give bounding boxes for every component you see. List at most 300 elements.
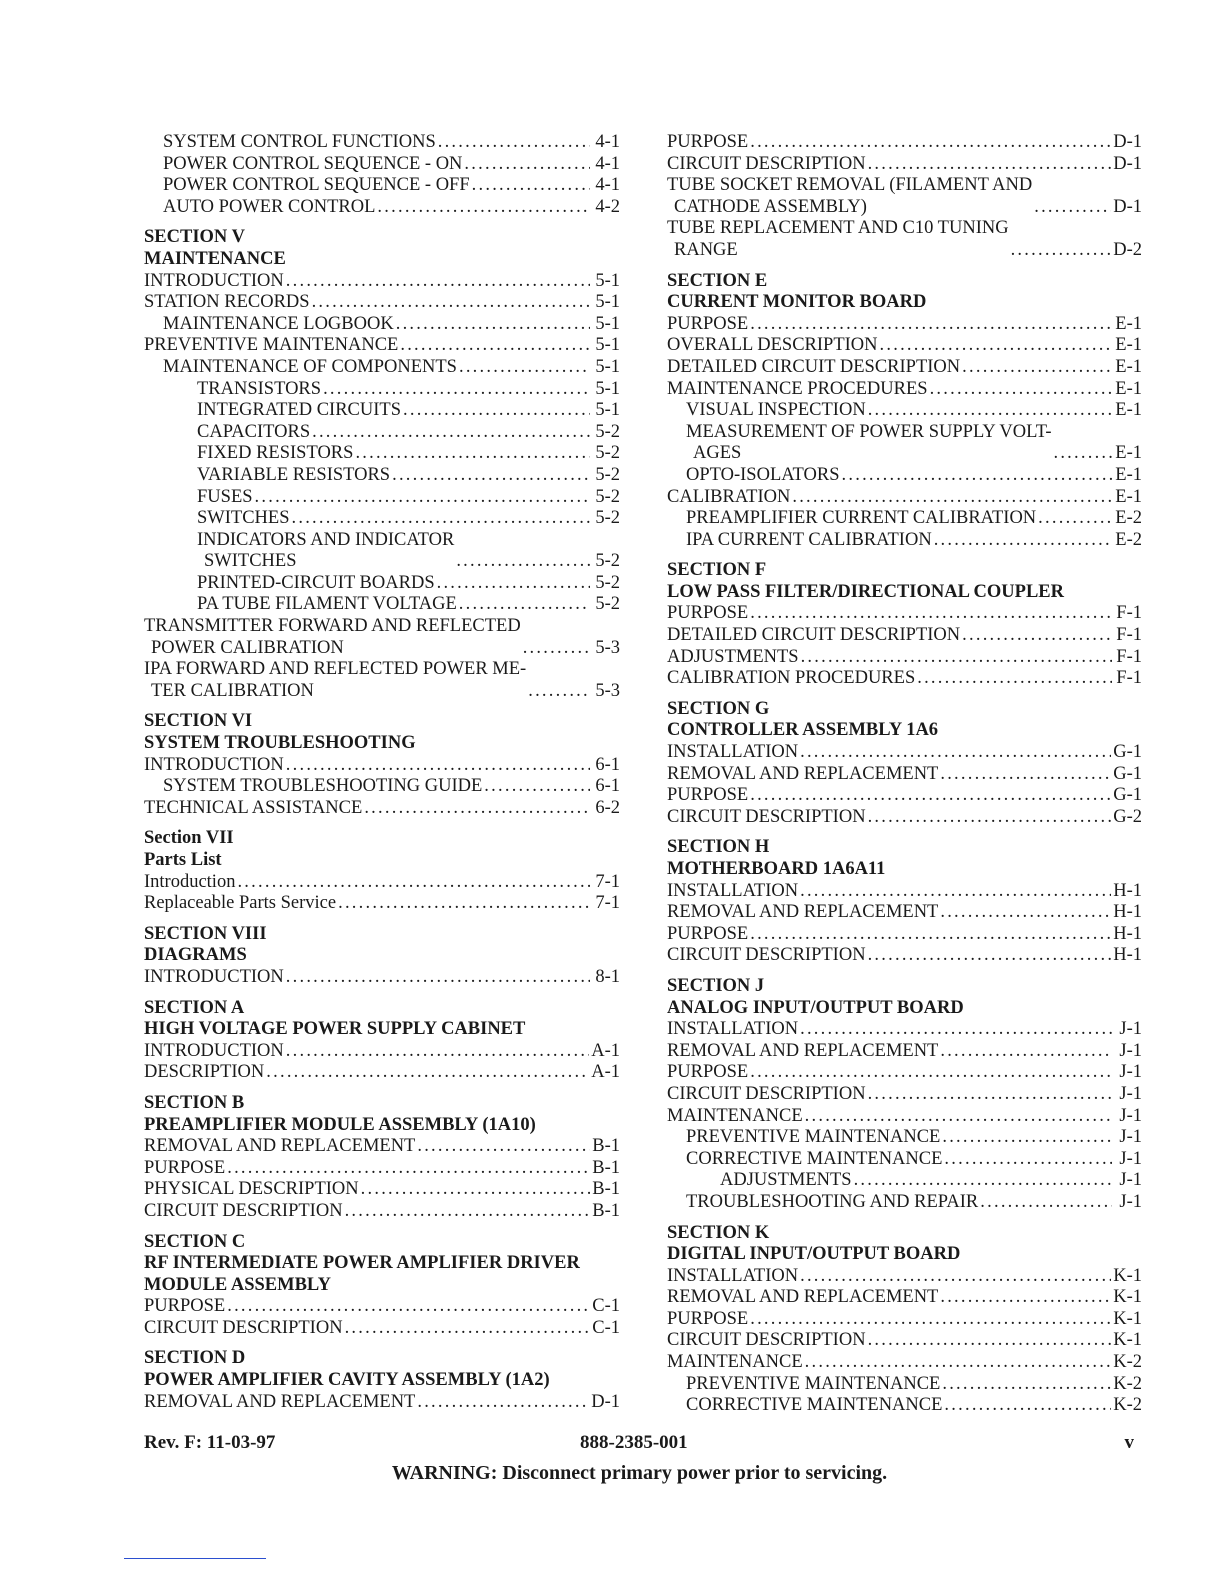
entry-title-line: CIRCUIT DESCRIPTION	[667, 153, 866, 174]
entry-page-number: J-1	[1119, 1170, 1142, 1191]
entry-page-number: K-2	[1113, 1395, 1142, 1416]
entry-page-number: J-1	[1119, 1083, 1142, 1104]
toc-section	[667, 699, 1142, 829]
dot-leader	[312, 292, 590, 314]
dot-leader	[750, 1062, 1112, 1084]
section-title: RF INTERMEDIATE POWER AMPLIFIER DRIVER	[144, 1253, 580, 1274]
entry-title	[163, 314, 394, 336]
toc-entry[interactable]	[144, 1296, 620, 1318]
entry-title-line: REMOVAL AND REPLACEMENT	[667, 763, 939, 784]
dot-leader	[750, 314, 1112, 336]
entry-title-line: CORRECTIVE MAINTENANCE	[686, 1148, 943, 1169]
entry-title-line: MAINTENANCE OF COMPONENTS	[163, 356, 457, 377]
entry-page-number: 5-2	[595, 443, 620, 464]
toc-entry[interactable]	[144, 271, 620, 293]
toc-entry[interactable]	[144, 594, 620, 616]
entry-title	[144, 1296, 225, 1318]
entry-title-line: PREVENTIVE MAINTENANCE	[686, 1373, 941, 1394]
dot-leader	[364, 798, 590, 820]
toc-section	[144, 132, 620, 218]
dot-leader	[940, 1041, 1112, 1063]
entry-title	[667, 902, 938, 924]
toc-entry[interactable]	[144, 872, 620, 894]
dot-leader	[472, 175, 590, 197]
entry-page-number: E-2	[1115, 529, 1142, 550]
toc-entry[interactable]	[144, 487, 620, 509]
entry-title-line: INDICATORS AND INDICATOR	[197, 529, 455, 550]
toc-entry[interactable]	[667, 379, 1142, 401]
toc-entry[interactable]	[667, 764, 1142, 786]
entry-title	[686, 1127, 940, 1149]
entry-title-line: MAINTENANCE	[667, 1105, 803, 1126]
entry-title-line: PURPOSE	[667, 785, 749, 806]
entry-title	[163, 776, 482, 798]
entry-title-line: PURPOSE	[667, 603, 749, 624]
toc-section	[667, 560, 1142, 690]
entry-page-number: 5-1	[595, 400, 620, 421]
toc-section	[144, 711, 620, 819]
entry-title	[667, 1062, 748, 1084]
entry-title-line: STATION RECORDS	[144, 292, 310, 313]
section-number: SECTION V	[144, 227, 245, 248]
entry-title-line: PURPOSE	[667, 1062, 749, 1083]
dot-leader	[338, 893, 590, 915]
toc-entry[interactable]	[667, 1041, 1142, 1063]
dot-leader	[528, 681, 590, 703]
entry-page-number: E-2	[1115, 508, 1142, 529]
dot-leader	[944, 1395, 1111, 1417]
toc-entry[interactable]	[144, 1158, 620, 1180]
toc-entry[interactable]	[144, 1318, 620, 1340]
entry-title-line: PURPOSE	[667, 132, 749, 152]
toc-entry[interactable]	[667, 1149, 1142, 1171]
toc-entry[interactable]	[144, 508, 620, 530]
entry-title	[667, 1309, 748, 1331]
entry-title	[667, 1266, 798, 1288]
entry-page-number: E-1	[1115, 486, 1142, 507]
toc-entry[interactable]	[144, 314, 620, 336]
dot-leader	[396, 314, 590, 336]
toc-entry[interactable]	[667, 1330, 1142, 1352]
entry-title-line: SYSTEM TROUBLESHOOTING GUIDE	[163, 776, 483, 797]
entry-title-line: INTRODUCTION	[144, 1040, 284, 1061]
toc-entry[interactable]	[144, 893, 620, 915]
section-title: ANALOG INPUT/OUTPUT BOARD	[667, 997, 964, 1018]
entry-page-number: B-1	[592, 1200, 620, 1221]
entry-title	[144, 335, 398, 357]
entry-page-number: 5-1	[595, 313, 620, 334]
entry-page-number: 5-1	[595, 378, 620, 399]
entry-page-number: 5-2	[595, 464, 620, 485]
dot-leader	[286, 271, 590, 293]
entry-title-line: INSTALLATION	[667, 1019, 799, 1040]
entry-title	[144, 1318, 343, 1340]
entry-page-number: J-1	[1119, 1105, 1142, 1126]
entry-title-line: TUBE REPLACEMENT AND C10 TUNING	[667, 218, 1009, 239]
toc-entry[interactable]	[144, 175, 620, 197]
entry-title	[667, 1106, 803, 1128]
entry-title	[667, 154, 866, 176]
toc-entry[interactable]	[667, 945, 1142, 967]
toc-entry[interactable]	[667, 1106, 1142, 1128]
toc-entry[interactable]	[144, 1136, 620, 1158]
entry-title-line: OVERALL DESCRIPTION	[667, 335, 878, 356]
entry-title	[686, 1374, 940, 1396]
entry-title	[163, 357, 457, 379]
dot-leader	[286, 967, 590, 989]
dot-leader	[312, 422, 590, 444]
dot-leader	[750, 924, 1111, 946]
toc-entry[interactable]	[144, 154, 620, 176]
toc-entry[interactable]	[667, 1192, 1142, 1214]
toc-entry[interactable]	[144, 1179, 620, 1201]
toc-entry[interactable]	[144, 465, 620, 487]
section-title: DIGITAL INPUT/OUTPUT BOARD	[667, 1244, 961, 1265]
toc-entry[interactable]	[667, 154, 1142, 176]
entry-page-number: E-1	[1115, 313, 1142, 334]
entry-page-number: 5-1	[595, 270, 620, 291]
toc-entry[interactable]	[144, 132, 620, 154]
dot-leader	[345, 1201, 590, 1223]
entry-page-number: C-1	[592, 1317, 620, 1338]
dot-leader	[962, 357, 1112, 379]
toc-entry[interactable]	[144, 659, 620, 702]
dot-leader	[942, 1374, 1111, 1396]
dot-leader	[323, 379, 590, 401]
dot-leader	[962, 625, 1112, 647]
entry-title	[667, 1084, 866, 1106]
toc-entry[interactable]	[144, 422, 620, 444]
dot-leader	[417, 1392, 589, 1414]
toc-section	[667, 132, 1142, 262]
dot-leader	[266, 1062, 589, 1084]
dot-leader	[456, 551, 590, 573]
entry-page-number: 6-1	[595, 776, 620, 797]
dot-leader	[1038, 508, 1112, 530]
toc-entry[interactable]	[667, 785, 1142, 807]
entry-title-line: PURPOSE	[144, 1296, 226, 1317]
toc-entry[interactable]	[144, 1392, 620, 1414]
entry-title-line: PREVENTIVE MAINTENANCE	[686, 1127, 941, 1148]
entry-title-line: Introduction	[144, 871, 236, 892]
dot-leader	[800, 1266, 1111, 1288]
toc-entry[interactable]	[667, 132, 1142, 154]
entry-page-number: D-1	[1113, 153, 1142, 174]
entry-title-line: FUSES	[197, 486, 253, 507]
toc-entry[interactable]	[144, 1041, 620, 1063]
toc-entry[interactable]	[667, 1374, 1142, 1396]
dot-leader	[842, 465, 1112, 487]
entry-title-line: ADJUSTMENTS	[667, 646, 799, 667]
section-title: HIGH VOLTAGE POWER SUPPLY CABINET	[144, 1019, 526, 1040]
section-number: SECTION D	[144, 1348, 246, 1369]
entry-title-continuation: CATHODE ASSEMBLY)	[674, 196, 867, 217]
entry-title	[667, 1352, 803, 1374]
entry-title	[667, 807, 866, 829]
entry-page-number: 5-2	[595, 508, 620, 529]
toc-entry[interactable]	[667, 175, 1142, 218]
dot-leader	[917, 668, 1112, 690]
toc-entry[interactable]	[144, 400, 620, 422]
toc-entry[interactable]	[144, 755, 620, 777]
entry-title-line: TUBE SOCKET REMOVAL (FILAMENT AND	[667, 175, 1033, 196]
dot-leader	[942, 1127, 1112, 1149]
entry-title	[163, 132, 436, 154]
entry-page-number: 5-2	[595, 486, 620, 507]
toc-entry[interactable]	[144, 292, 620, 314]
toc-entry[interactable]	[667, 603, 1142, 625]
section-title: PREAMPLIFIER MODULE ASSEMBLY (1A10)	[144, 1114, 536, 1135]
toc-entry[interactable]	[667, 625, 1142, 647]
dot-leader	[868, 154, 1112, 176]
dot-leader	[868, 400, 1112, 422]
entry-title	[667, 379, 928, 401]
toc-entry[interactable]	[667, 668, 1142, 690]
toc-section	[667, 1223, 1142, 1417]
entry-title-line: Replaceable Parts Service	[144, 893, 337, 914]
page-number: v	[1124, 1432, 1134, 1453]
dot-leader	[403, 400, 590, 422]
entry-title-line: SYSTEM CONTROL FUNCTIONS	[163, 132, 436, 152]
entry-title	[144, 967, 284, 989]
entry-title	[197, 573, 435, 595]
entry-title-line: PREVENTIVE MAINTENANCE	[144, 335, 399, 356]
entry-page-number: J-1	[1119, 1040, 1142, 1061]
entry-title-line: MAINTENANCE PROCEDURES	[667, 378, 928, 399]
entry-title-line: PREAMPLIFIER CURRENT CALIBRATION	[686, 508, 1037, 529]
entry-title-line: CIRCUIT DESCRIPTION	[667, 1330, 866, 1351]
entry-title	[667, 132, 748, 154]
dot-leader	[750, 603, 1112, 625]
dot-leader	[523, 638, 590, 660]
entry-title	[197, 465, 390, 487]
entry-title	[144, 755, 284, 777]
toc-entry[interactable]	[667, 1019, 1142, 1041]
entry-page-number: E-1	[1115, 443, 1142, 464]
entry-title	[686, 530, 932, 552]
dot-leader	[361, 1179, 590, 1201]
entry-page-number: 5-2	[595, 551, 620, 572]
entry-title-line: TECHNICAL ASSISTANCE	[144, 797, 363, 818]
toc-entry[interactable]	[667, 400, 1142, 422]
entry-title-line: PA TUBE FILAMENT VOLTAGE	[197, 594, 457, 615]
entry-page-number: 5-2	[595, 421, 620, 442]
section-title: Parts List	[144, 850, 222, 870]
dot-leader	[377, 197, 590, 219]
dot-leader	[1053, 443, 1112, 465]
toc-entry[interactable]	[667, 1062, 1142, 1084]
dot-leader	[930, 379, 1112, 401]
entry-page-number: D-1	[1113, 132, 1142, 152]
entry-title	[686, 508, 1036, 530]
entry-title-line: AUTO POWER CONTROL	[163, 196, 376, 217]
toc-entry[interactable]	[667, 1352, 1142, 1374]
section-title: CONTROLLER ASSEMBLY 1A6	[667, 720, 939, 741]
entry-page-number: 4-2	[595, 196, 620, 217]
toc-entry[interactable]	[144, 776, 620, 798]
dot-leader	[417, 1136, 590, 1158]
dot-leader	[750, 132, 1111, 154]
entry-page-number: G-1	[1113, 785, 1142, 806]
document-number: 888-2385-001	[580, 1432, 688, 1453]
dot-leader	[934, 530, 1112, 552]
entry-title	[667, 785, 748, 807]
toc-entry[interactable]	[667, 465, 1142, 487]
entry-title	[667, 668, 915, 690]
toc-entry[interactable]	[144, 197, 620, 219]
dot-leader	[1011, 240, 1112, 262]
entry-page-number: 4-1	[595, 153, 620, 174]
entry-title-line: PURPOSE	[667, 313, 749, 334]
toc-entry[interactable]	[144, 967, 620, 989]
toc-entry[interactable]	[144, 616, 620, 659]
entry-page-number: 5-1	[595, 335, 620, 356]
entry-title	[667, 1041, 938, 1063]
entry-title-line: VARIABLE RESISTORS	[197, 464, 391, 485]
entry-page-number: A-1	[591, 1040, 620, 1061]
entry-title	[667, 335, 878, 357]
entry-title-line: CAPACITORS	[197, 421, 311, 442]
entry-page-number: H-1	[1113, 945, 1142, 966]
entry-title-continuation: POWER CALIBRATION	[151, 637, 344, 658]
entry-title	[144, 1041, 284, 1063]
toc-section	[144, 1348, 620, 1413]
toc-entry[interactable]	[667, 1170, 1142, 1192]
dot-leader	[868, 1084, 1112, 1106]
toc-entry[interactable]	[667, 1309, 1142, 1331]
footnote-rule	[124, 1558, 266, 1559]
toc-entry[interactable]	[667, 422, 1142, 465]
entry-title-line: INSTALLATION	[667, 1265, 799, 1286]
toc-entry[interactable]	[667, 647, 1142, 669]
toc-entry[interactable]	[144, 1062, 620, 1084]
entry-title-line: OPTO-ISOLATORS	[686, 464, 840, 485]
entry-page-number: J-1	[1119, 1019, 1142, 1040]
toc-entry[interactable]	[144, 1201, 620, 1223]
entry-title	[163, 175, 470, 197]
entry-title	[144, 1201, 343, 1223]
toc-entry[interactable]	[144, 573, 620, 595]
toc-entry[interactable]	[667, 335, 1142, 357]
entry-title	[144, 798, 362, 820]
entry-title-line: INTRODUCTION	[144, 754, 284, 775]
toc-entry[interactable]	[667, 487, 1142, 509]
entry-title	[144, 872, 235, 894]
toc-entry[interactable]	[667, 1127, 1142, 1149]
entry-title-line: TRANSISTORS	[197, 378, 322, 399]
entry-title-line: REMOVAL AND REPLACEMENT	[144, 1391, 416, 1412]
entry-page-number: 5-2	[595, 572, 620, 593]
toc-entry[interactable]	[667, 1287, 1142, 1309]
entry-title-continuation: SWITCHES	[204, 551, 297, 572]
entry-page-number: B-1	[592, 1179, 620, 1200]
toc-entry[interactable]	[667, 902, 1142, 924]
entry-page-number: G-1	[1113, 763, 1142, 784]
entry-title	[720, 1170, 852, 1192]
revision-label: Rev. F: 11-03-97	[144, 1432, 276, 1453]
entry-title	[667, 881, 798, 903]
entry-title-line: REMOVAL AND REPLACEMENT	[144, 1136, 416, 1157]
toc-entry[interactable]	[667, 530, 1142, 552]
dot-leader	[944, 1149, 1112, 1171]
entry-title-line: CALIBRATION	[667, 486, 791, 507]
toc-entry[interactable]	[667, 357, 1142, 379]
toc-entry[interactable]	[667, 314, 1142, 336]
entry-title	[667, 742, 798, 764]
entry-title	[197, 530, 454, 573]
toc-entry[interactable]	[667, 1395, 1142, 1417]
section-number: SECTION E	[667, 270, 768, 291]
entry-title	[667, 945, 866, 967]
entry-title	[144, 1158, 225, 1180]
toc-entry[interactable]	[667, 218, 1142, 261]
toc-entry[interactable]	[144, 379, 620, 401]
entry-page-number: K-2	[1113, 1352, 1142, 1373]
section-number: Section VII	[144, 828, 234, 849]
entry-page-number: J-1	[1119, 1148, 1142, 1169]
toc-entry[interactable]	[667, 924, 1142, 946]
section-title: POWER AMPLIFIER CAVITY ASSEMBLY (1A2)	[144, 1370, 550, 1391]
entry-title	[686, 1192, 978, 1214]
entry-page-number: 6-1	[595, 754, 620, 775]
entry-title-line: POWER CONTROL SEQUENCE - OFF	[163, 175, 470, 196]
entry-title	[667, 1019, 798, 1041]
entry-title-continuation: AGES	[693, 443, 742, 464]
entry-title	[144, 659, 526, 702]
entry-title-line: REMOVAL AND REPLACEMENT	[667, 902, 939, 923]
toc-entry[interactable]	[144, 357, 620, 379]
entry-page-number: H-1	[1113, 902, 1142, 923]
dot-leader	[459, 357, 590, 379]
entry-page-number: F-1	[1116, 625, 1142, 646]
dot-leader	[484, 776, 590, 798]
entry-title-line: CIRCUIT DESCRIPTION	[144, 1200, 343, 1221]
entry-title	[144, 1062, 264, 1084]
toc-entry[interactable]	[144, 798, 620, 820]
entry-title-line: ADJUSTMENTS	[720, 1170, 852, 1191]
toc-entry[interactable]	[667, 807, 1142, 829]
toc-entry[interactable]	[144, 443, 620, 465]
dot-leader	[464, 154, 590, 176]
section-number: SECTION VI	[144, 711, 253, 732]
toc-entry[interactable]	[144, 530, 620, 573]
entry-page-number: J-1	[1119, 1191, 1142, 1212]
entry-page-number: E-1	[1115, 378, 1142, 399]
entry-page-number: G-1	[1113, 742, 1142, 763]
dot-leader	[286, 755, 590, 777]
dot-leader	[940, 764, 1111, 786]
entry-page-number: E-1	[1115, 335, 1142, 356]
dot-leader	[355, 443, 590, 465]
dot-leader	[801, 647, 1112, 669]
entry-title	[667, 357, 960, 379]
entry-page-number: H-1	[1113, 923, 1142, 944]
entry-title	[667, 487, 790, 509]
toc-entry[interactable]	[667, 881, 1142, 903]
toc-entry[interactable]	[667, 1084, 1142, 1106]
toc-entry[interactable]	[144, 335, 620, 357]
dot-leader	[237, 872, 590, 894]
entry-title	[197, 508, 290, 530]
toc-entry[interactable]	[667, 508, 1142, 530]
toc-entry[interactable]	[667, 742, 1142, 764]
entry-page-number: K-1	[1113, 1287, 1142, 1308]
section-title: DIAGRAMS	[144, 945, 247, 966]
entry-title-line: PURPOSE	[667, 923, 749, 944]
section-number: SECTION G	[667, 698, 770, 719]
toc-entry[interactable]	[667, 1266, 1142, 1288]
entry-title	[686, 400, 866, 422]
